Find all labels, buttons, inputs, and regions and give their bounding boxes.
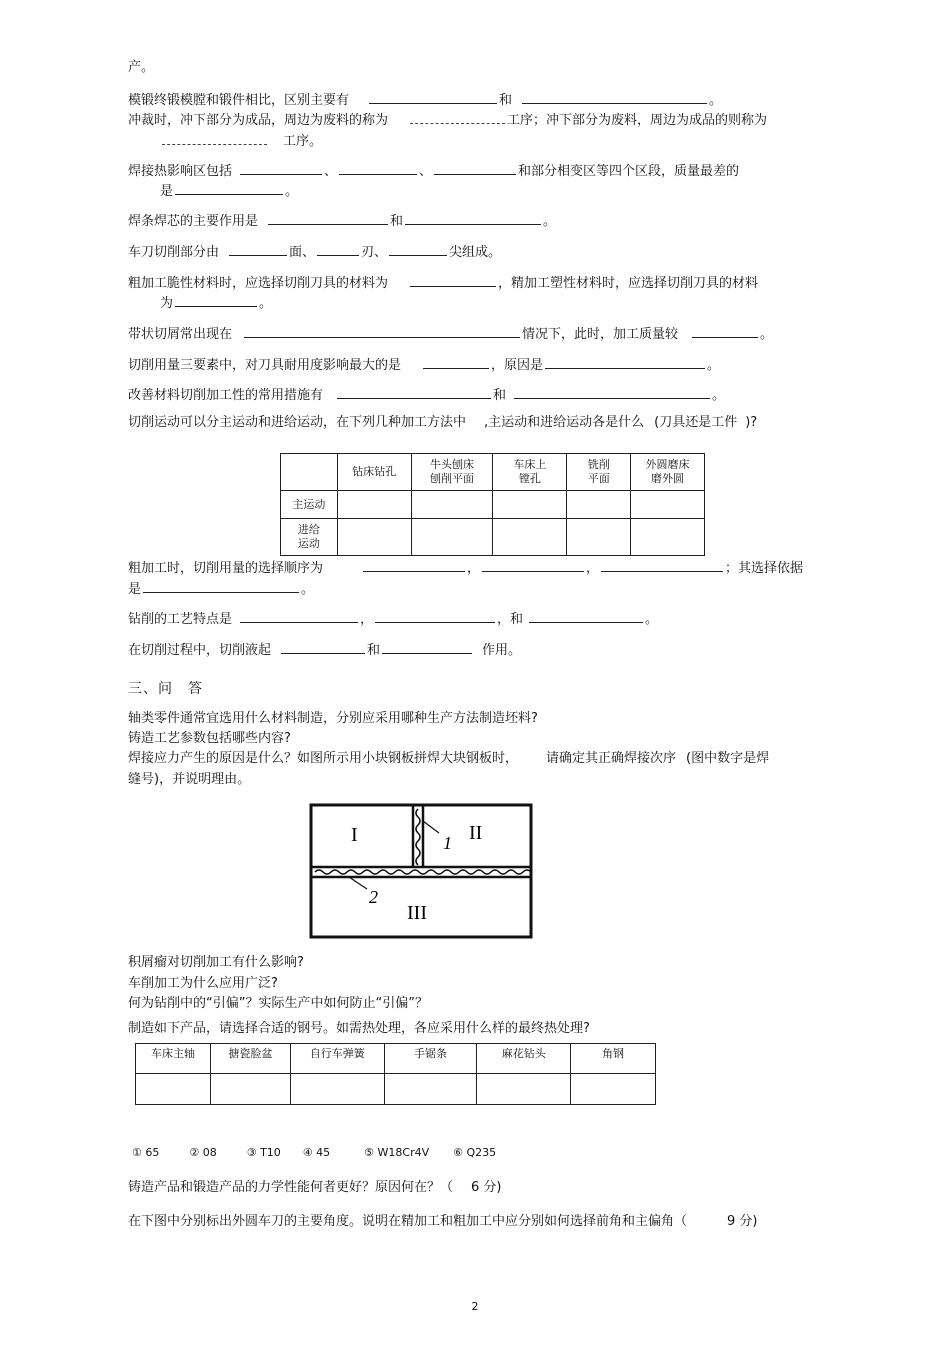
row-label: 主运动	[281, 491, 338, 519]
seam-1-leader	[423, 821, 439, 833]
table-cell[interactable]	[337, 491, 411, 519]
weld-diagram	[309, 803, 534, 940]
question-shaft: 轴类零件通常宜选用什么材料制造，分别应采用哪种生产方法制造坯料?	[128, 711, 538, 726]
seam-label-2: 2	[369, 887, 378, 907]
question-built-up-edge: 积屑瘤对切削加工有什么影响?	[128, 955, 304, 970]
blank[interactable]	[143, 579, 299, 593]
question-coolant: 在切削过程中，切削液起 和 作用。	[128, 640, 521, 659]
table-header: 角钢	[571, 1044, 656, 1074]
seam-2-leader	[349, 877, 367, 889]
table-header: 车床上 镗孔	[493, 454, 567, 491]
table-cell[interactable]	[290, 1074, 384, 1105]
question-weld-haz: 焊接热影响区包括 、 、 和部分相变区等四个区段，质量最差的	[128, 161, 739, 180]
plate-label-1: I	[351, 824, 358, 846]
question-drilling: 钻削的工艺特点是 ， ，和 。	[128, 609, 658, 628]
blank[interactable]	[369, 90, 497, 104]
table-cell[interactable]	[477, 1074, 571, 1105]
table-header: 外圆磨床 磨外圆	[631, 454, 705, 491]
table-cell[interactable]	[136, 1074, 211, 1105]
blank[interactable]	[389, 242, 447, 256]
blank[interactable]	[405, 211, 541, 225]
question-blanking: 冲裁时，冲下部分为成品，周边为废料的称为 工序；冲下部分为废料，周边为成品的则称为	[128, 110, 767, 129]
question-steel-grade: 制造如下产品，请选择合适的钢号。如需热处理，各应采用什么样的最终热处理?	[128, 1021, 590, 1036]
text-line: 产。	[128, 60, 155, 75]
seam-label-1: 1	[443, 833, 452, 853]
table-header: 麻花钻头	[477, 1044, 571, 1074]
blank[interactable]	[601, 558, 723, 572]
page-number: 2	[471, 1300, 479, 1313]
blank[interactable]	[175, 293, 257, 307]
table-cell[interactable]	[493, 491, 567, 519]
plate-label-2: II	[469, 822, 483, 844]
blank[interactable]	[514, 385, 710, 399]
table-header: 钻床钻孔	[337, 454, 411, 491]
table-header	[281, 454, 338, 491]
question-cast-vs-forge: 铸造产品和锻造产品的力学性能何者更好？原因何在？（ 6 分)	[128, 1180, 502, 1195]
question-rough-cutting-cont: 是 。	[128, 579, 314, 598]
blank[interactable]	[244, 324, 520, 338]
table-header: 牛头刨床 刨削平面	[411, 454, 493, 491]
question-turning: 车削加工为什么应用广泛?	[128, 976, 278, 991]
blank[interactable]	[410, 273, 496, 287]
table-cell[interactable]	[411, 491, 493, 519]
table-cell[interactable]	[337, 519, 411, 556]
table-cell[interactable]	[384, 1074, 477, 1105]
question-cutting-motion: 切削运动可以分主运动和进给运动，在下列几种加工方法中 ,主运动和进给运动各是什么 (刀具还是工件 )?	[128, 415, 758, 430]
question-tool-angles: 在下图中分别标出外圆车刀的主要角度。说明在精加工和粗加工中应分别如何选择前角和主偏角（ 9 分)	[128, 1214, 758, 1229]
table-cell[interactable]	[567, 519, 631, 556]
table-cell[interactable]	[631, 491, 705, 519]
blank[interactable]	[337, 385, 491, 399]
table-cell[interactable]	[211, 1074, 291, 1105]
blank[interactable]	[382, 640, 472, 654]
question-turning-tool: 车刀切削部分由 面、 刃、 尖组成。	[128, 242, 501, 261]
motion-table	[280, 453, 705, 556]
question-cutting-params: 切削用量三要素中，对刀具耐用度影响最大的是 ，原因是 。	[128, 355, 720, 374]
question-weld-stress: 焊接应力产生的原因是什么？如图所示用小块钢板拼焊大块钢板时， 请确定其正确焊接次序 (图中数字是焊	[128, 751, 770, 766]
question-machinability: 改善材料切削加工性的常用措施有 和 。	[128, 385, 725, 404]
blank[interactable]	[240, 161, 322, 175]
row-label: 进给 运动	[281, 519, 338, 556]
table-cell[interactable]	[567, 491, 631, 519]
question-tool-material-cont: 为 。	[160, 293, 272, 312]
question-electrode: 焊条焊芯的主要作用是 和 。	[128, 211, 556, 230]
blank[interactable]	[482, 558, 584, 572]
table-cell[interactable]	[631, 519, 705, 556]
blank[interactable]	[162, 131, 267, 145]
section-title: 三、问 答	[128, 681, 203, 697]
product-table	[135, 1043, 656, 1105]
table-cell[interactable]	[571, 1074, 656, 1105]
question-weld-stress-cont: 缝号)，并说明理由。	[128, 772, 251, 787]
blank[interactable]	[375, 609, 495, 623]
plate-label-3: III	[407, 902, 427, 924]
table-header: 自行车弹簧	[290, 1044, 384, 1074]
table-header: 铣削 平面	[567, 454, 631, 491]
blank[interactable]	[692, 324, 758, 338]
question-tool-material: 粗加工脆性材料时，应选择切削刀具的材料为 ，精加工塑性材料时，应选择切削刀具的材料	[128, 273, 758, 292]
blank[interactable]	[522, 90, 707, 104]
blank[interactable]	[529, 609, 643, 623]
question-rough-cutting: 粗加工时，切削用量的选择顺序为 ， ， ；其选择依据	[128, 558, 803, 577]
blank[interactable]	[339, 161, 417, 175]
blank[interactable]	[229, 242, 287, 256]
question-forging-die: 模锻终锻模膛和锻件相比，区别主要有 和 。	[128, 90, 722, 109]
blank[interactable]	[268, 211, 388, 225]
blank[interactable]	[240, 609, 358, 623]
table-header: 车床主轴	[136, 1044, 211, 1074]
weld-seam-2	[315, 870, 531, 874]
question-weld-haz-cont: 是 。	[160, 181, 298, 200]
question-drift: 何为钻削中的“引偏”？实际生产中如何防止“引偏”？	[128, 996, 428, 1011]
weld-seam-1	[416, 809, 420, 865]
question-casting-params: 铸造工艺参数包括哪些内容?	[128, 731, 291, 746]
table-cell[interactable]	[493, 519, 567, 556]
steel-options: ① 65 ② 08 ③ T10 ④ 45 ⑤ W18Cr4V ⑥ Q235	[132, 1146, 497, 1159]
blank[interactable]	[423, 355, 489, 369]
question-chip: 带状切屑常出现在 情况下，此时，加工质量较 。	[128, 324, 773, 343]
blank[interactable]	[317, 242, 359, 256]
table-header: 搪瓷脸盆	[211, 1044, 291, 1074]
blank[interactable]	[434, 161, 516, 175]
blank[interactable]	[410, 110, 505, 124]
question-blanking-cont: 工序。	[160, 131, 322, 150]
blank[interactable]	[175, 181, 283, 195]
table-header: 手锯条	[384, 1044, 477, 1074]
blank[interactable]	[363, 558, 465, 572]
table-cell[interactable]	[411, 519, 493, 556]
blank[interactable]	[281, 640, 365, 654]
blank[interactable]	[545, 355, 705, 369]
